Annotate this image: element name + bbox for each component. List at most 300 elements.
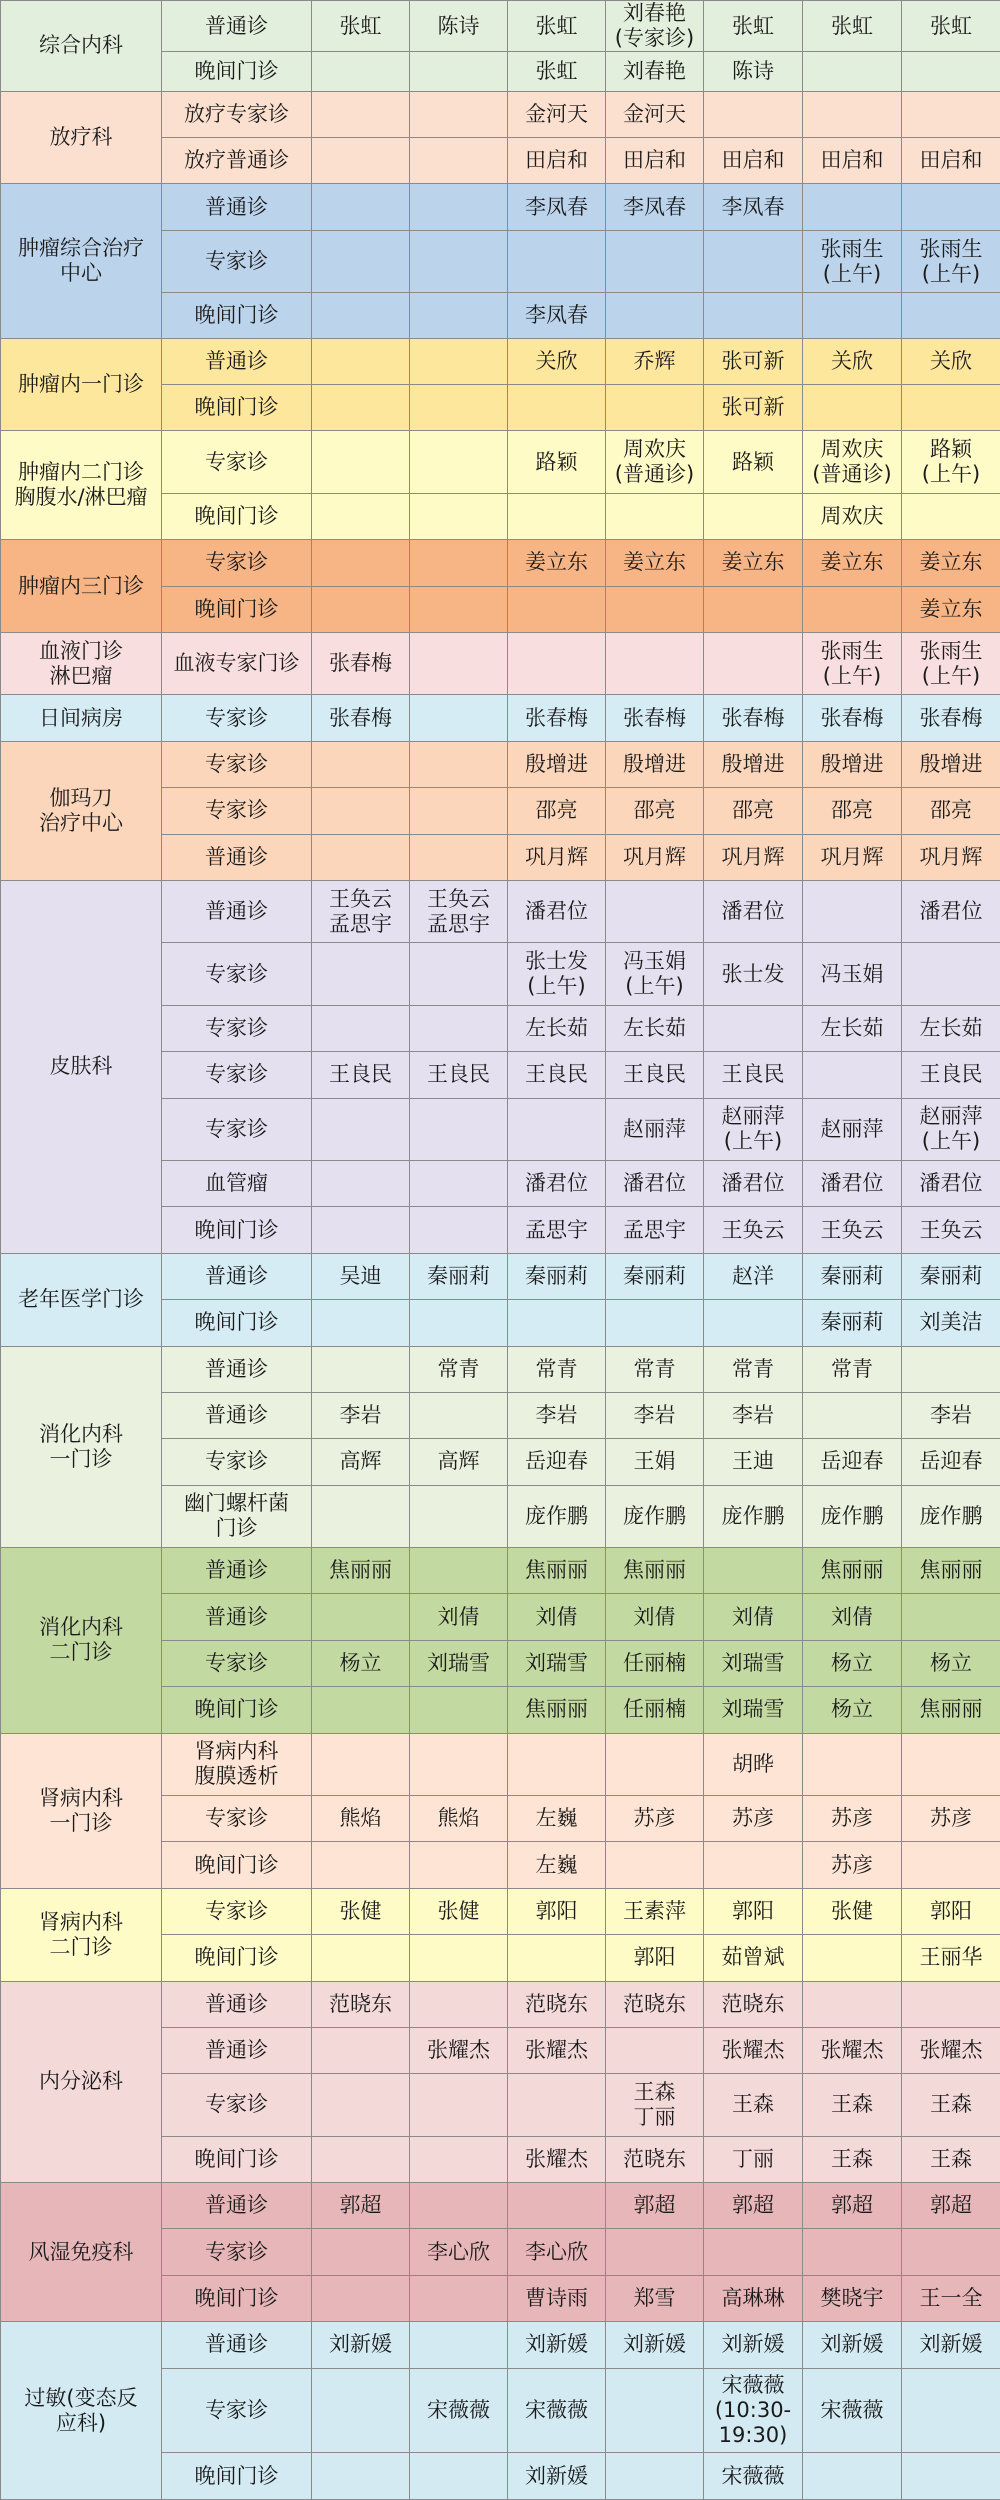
doctor-cell: 张春梅 [902, 695, 1000, 741]
doctor-cell: 郭超 [606, 2183, 704, 2229]
department-name: 血液门诊 淋巴瘤 [1, 632, 162, 695]
doctor-cell [704, 1300, 803, 1346]
clinic-type: 晚间门诊 [162, 493, 312, 539]
doctor-cell: 关欣 [508, 338, 606, 384]
clinic-type: 普通诊 [162, 834, 312, 880]
doctor-cell: 任丽楠 [606, 1640, 704, 1686]
doctor-cell [606, 2453, 704, 2500]
doctor-cell: 高琳琳 [704, 2275, 803, 2321]
doctor-cell: 任丽楠 [606, 1687, 704, 1733]
doctor-cell: 焦丽丽 [606, 1548, 704, 1594]
doctor-cell: 范晓东 [704, 1981, 803, 2027]
clinic-type: 幽门螺杆菌 门诊 [162, 1485, 312, 1548]
doctor-cell: 姜立东 [704, 540, 803, 586]
doctor-cell: 刘倩 [704, 1594, 803, 1640]
doctor-cell [606, 586, 704, 632]
doctor-cell: 杨立 [803, 1687, 902, 1733]
doctor-cell: 熊焰 [410, 1796, 508, 1842]
doctor-cell [508, 1733, 606, 1796]
doctor-cell [410, 1548, 508, 1594]
doctor-cell [803, 1052, 902, 1098]
doctor-cell: 陈诗 [410, 1, 508, 52]
department-name: 肿瘤内三门诊 [1, 540, 162, 633]
doctor-cell: 左长茹 [902, 1005, 1000, 1051]
clinic-type: 血液专家门诊 [162, 632, 312, 695]
doctor-cell: 张虹 [803, 1, 902, 52]
clinic-type: 晚间门诊 [162, 2453, 312, 2500]
doctor-cell [410, 2136, 508, 2182]
doctor-cell [902, 1346, 1000, 1392]
doctor-cell: 姜立东 [803, 540, 902, 586]
doctor-cell: 庞作鹏 [606, 1485, 704, 1548]
doctor-cell: 姜立东 [508, 540, 606, 586]
doctor-cell [606, 2368, 704, 2453]
doctor-cell [803, 91, 902, 137]
doctor-cell [312, 2027, 410, 2073]
doctor-cell [902, 52, 1000, 91]
doctor-cell [902, 1733, 1000, 1796]
doctor-cell: 张虹 [704, 1, 803, 52]
doctor-cell: 殷增进 [606, 741, 704, 787]
doctor-cell: 巩月辉 [508, 834, 606, 880]
doctor-cell: 吴迪 [312, 1253, 410, 1299]
doctor-cell [410, 1485, 508, 1548]
doctor-cell: 樊晓宇 [803, 2275, 902, 2321]
schedule-row [1, 2322, 1000, 2368]
doctor-cell: 张健 [312, 1888, 410, 1934]
clinic-type: 专家诊 [162, 1796, 312, 1842]
doctor-cell: 张可新 [704, 385, 803, 431]
doctor-cell: 宋薇薇 [803, 2368, 902, 2453]
doctor-cell: 郭阳 [508, 1888, 606, 1934]
department-name: 综合内科 [1, 1, 162, 92]
doctor-cell [312, 586, 410, 632]
doctor-cell: 张耀杰 [803, 2027, 902, 2073]
doctor-cell [704, 1842, 803, 1888]
doctor-cell [410, 385, 508, 431]
doctor-cell [410, 1935, 508, 1981]
clinic-type: 晚间门诊 [162, 2275, 312, 2321]
doctor-cell: 秦丽莉 [803, 1300, 902, 1346]
doctor-cell: 潘君位 [704, 1161, 803, 1207]
doctor-cell [606, 632, 704, 695]
doctor-cell: 邵亮 [902, 788, 1000, 834]
doctor-cell: 张春梅 [508, 695, 606, 741]
doctor-cell [803, 1733, 902, 1796]
doctor-cell: 范晓东 [606, 2136, 704, 2182]
doctor-cell: 王良民 [508, 1052, 606, 1098]
doctor-cell [312, 1207, 410, 1253]
doctor-cell: 庞作鹏 [508, 1485, 606, 1548]
doctor-cell: 张雨生 (上午) [803, 230, 902, 293]
doctor-cell [312, 2368, 410, 2453]
doctor-cell: 左巍 [508, 1842, 606, 1888]
doctor-cell [312, 431, 410, 494]
doctor-cell: 田启和 [902, 138, 1000, 184]
doctor-cell: 王一全 [902, 2275, 1000, 2321]
doctor-cell: 李岩 [704, 1392, 803, 1438]
doctor-cell: 周欢庆 (普通诊) [803, 431, 902, 494]
doctor-cell: 苏彦 [803, 1796, 902, 1842]
doctor-cell [410, 2453, 508, 2500]
doctor-cell: 刘瑞雪 [704, 1640, 803, 1686]
doctor-cell [410, 1392, 508, 1438]
clinic-type: 普通诊 [162, 1981, 312, 2027]
doctor-cell [902, 1981, 1000, 2027]
doctor-cell: 陈诗 [704, 52, 803, 91]
doctor-cell: 王素萍 [606, 1888, 704, 1934]
doctor-cell: 庞作鹏 [704, 1485, 803, 1548]
department-name: 日间病房 [1, 695, 162, 741]
clinic-type: 专家诊 [162, 2074, 312, 2137]
department-name: 风湿免疫科 [1, 2183, 162, 2322]
doctor-cell: 苏彦 [704, 1796, 803, 1842]
doctor-cell [410, 91, 508, 137]
doctor-cell: 巩月辉 [803, 834, 902, 880]
doctor-cell [410, 1300, 508, 1346]
doctor-cell [902, 493, 1000, 539]
doctor-cell: 高辉 [312, 1439, 410, 1485]
schedule-row [1, 880, 1000, 943]
doctor-cell [410, 1981, 508, 2027]
doctor-cell [312, 943, 410, 1006]
schedule-row [1, 1, 1000, 52]
clinic-type: 血管瘤 [162, 1161, 312, 1207]
doctor-cell [312, 2136, 410, 2182]
doctor-cell [312, 338, 410, 384]
doctor-cell [606, 1300, 704, 1346]
doctor-cell: 王娟 [606, 1439, 704, 1485]
doctor-cell: 刘新媛 [312, 2322, 410, 2368]
doctor-cell: 王森 [704, 2074, 803, 2137]
doctor-cell: 王森 [803, 2074, 902, 2137]
doctor-cell: 左长茹 [508, 1005, 606, 1051]
doctor-cell [312, 741, 410, 787]
doctor-cell [410, 493, 508, 539]
doctor-cell: 茹曾斌 [704, 1935, 803, 1981]
doctor-cell: 姜立东 [902, 586, 1000, 632]
doctor-cell: 李凤春 [606, 184, 704, 230]
doctor-cell: 潘君位 [704, 880, 803, 943]
clinic-type: 专家诊 [162, 741, 312, 787]
clinic-type: 普通诊 [162, 880, 312, 943]
doctor-cell: 张春梅 [704, 695, 803, 741]
clinic-type: 专家诊 [162, 2229, 312, 2275]
doctor-cell [704, 91, 803, 137]
doctor-cell: 常青 [803, 1346, 902, 1392]
doctor-cell [410, 943, 508, 1006]
doctor-cell: 田启和 [803, 138, 902, 184]
doctor-cell [312, 184, 410, 230]
doctor-cell [410, 2074, 508, 2137]
clinic-type: 普通诊 [162, 338, 312, 384]
clinic-type: 专家诊 [162, 431, 312, 494]
clinic-type: 普通诊 [162, 1594, 312, 1640]
doctor-cell: 李凤春 [508, 293, 606, 338]
doctor-cell: 王良民 [312, 1052, 410, 1098]
doctor-cell [410, 230, 508, 293]
doctor-cell [410, 586, 508, 632]
doctor-cell: 王奂云 孟思宇 [312, 880, 410, 943]
schedule-row [1, 1253, 1000, 1299]
doctor-cell [312, 2275, 410, 2321]
schedule-row [1, 184, 1000, 230]
doctor-cell: 潘君位 [508, 1161, 606, 1207]
doctor-cell: 郭阳 [704, 1888, 803, 1934]
doctor-cell [312, 2453, 410, 2500]
clinic-type: 晚间门诊 [162, 52, 312, 91]
doctor-cell [508, 230, 606, 293]
clinic-type: 晚间门诊 [162, 1687, 312, 1733]
doctor-cell: 焦丽丽 [902, 1687, 1000, 1733]
doctor-cell: 路颖 (上午) [902, 431, 1000, 494]
doctor-cell [312, 91, 410, 137]
doctor-cell: 李凤春 [508, 184, 606, 230]
clinic-type: 晚间门诊 [162, 293, 312, 338]
doctor-cell: 宋薇薇 [410, 2368, 508, 2453]
clinic-type: 晚间门诊 [162, 586, 312, 632]
doctor-cell: 焦丽丽 [508, 1548, 606, 1594]
doctor-cell [606, 1733, 704, 1796]
doctor-cell: 杨立 [803, 1640, 902, 1686]
doctor-cell: 王森 [902, 2074, 1000, 2137]
doctor-cell: 焦丽丽 [803, 1548, 902, 1594]
doctor-cell: 赵洋 [704, 1253, 803, 1299]
doctor-cell: 李心欣 [508, 2229, 606, 2275]
clinic-type: 专家诊 [162, 788, 312, 834]
doctor-cell: 赵丽萍 [803, 1098, 902, 1161]
clinic-type: 专家诊 [162, 1005, 312, 1051]
doctor-cell: 焦丽丽 [508, 1687, 606, 1733]
doctor-cell [902, 91, 1000, 137]
doctor-cell: 范晓东 [606, 1981, 704, 2027]
doctor-cell: 张士发 (上午) [508, 943, 606, 1006]
doctor-cell [508, 1300, 606, 1346]
doctor-cell [508, 2183, 606, 2229]
doctor-cell: 庞作鹏 [803, 1485, 902, 1548]
doctor-cell: 王良民 [606, 1052, 704, 1098]
doctor-cell: 邵亮 [704, 788, 803, 834]
doctor-cell: 刘瑞雪 [410, 1640, 508, 1686]
doctor-cell [902, 184, 1000, 230]
doctor-cell [803, 1935, 902, 1981]
doctor-cell: 赵丽萍 (上午) [902, 1098, 1000, 1161]
doctor-cell: 郭阳 [606, 1935, 704, 1981]
doctor-cell: 张虹 [508, 52, 606, 91]
doctor-cell [410, 431, 508, 494]
doctor-cell [704, 293, 803, 338]
doctor-cell: 秦丽莉 [606, 1253, 704, 1299]
doctor-cell: 刘瑞雪 [704, 1687, 803, 1733]
doctor-cell: 秦丽莉 [902, 1253, 1000, 1299]
doctor-cell [606, 230, 704, 293]
doctor-cell: 金河天 [606, 91, 704, 137]
doctor-cell: 李岩 [312, 1392, 410, 1438]
doctor-cell: 张耀杰 [508, 2027, 606, 2073]
doctor-cell: 李岩 [508, 1392, 606, 1438]
department-name: 肿瘤内二门诊 胸腹水/淋巴瘤 [1, 431, 162, 540]
doctor-cell [803, 880, 902, 943]
clinic-type: 专家诊 [162, 1439, 312, 1485]
clinic-type: 放疗普通诊 [162, 138, 312, 184]
doctor-cell: 刘春艳 [606, 52, 704, 91]
doctor-cell [410, 1098, 508, 1161]
doctor-cell: 潘君位 [606, 1161, 704, 1207]
doctor-cell: 赵丽萍 (上午) [704, 1098, 803, 1161]
doctor-cell [312, 1346, 410, 1392]
doctor-cell: 宋薇薇 [704, 2453, 803, 2500]
doctor-cell: 刘新媛 [508, 2322, 606, 2368]
clinic-type: 晚间门诊 [162, 1300, 312, 1346]
doctor-cell [312, 493, 410, 539]
doctor-cell [410, 138, 508, 184]
doctor-cell [902, 293, 1000, 338]
doctor-cell: 曹诗雨 [508, 2275, 606, 2321]
doctor-cell: 王良民 [902, 1052, 1000, 1098]
doctor-cell: 关欣 [803, 338, 902, 384]
doctor-cell [410, 1687, 508, 1733]
doctor-cell [803, 293, 902, 338]
doctor-cell [606, 880, 704, 943]
doctor-cell: 巩月辉 [902, 834, 1000, 880]
doctor-cell: 左巍 [508, 1796, 606, 1842]
doctor-cell: 路颖 [508, 431, 606, 494]
doctor-cell: 张耀杰 [508, 2136, 606, 2182]
doctor-cell: 周欢庆 (普通诊) [606, 431, 704, 494]
doctor-cell [312, 1485, 410, 1548]
doctor-cell [803, 2229, 902, 2275]
doctor-cell [312, 230, 410, 293]
doctor-cell [902, 2368, 1000, 2453]
clinic-type: 专家诊 [162, 540, 312, 586]
schedule-row [1, 1548, 1000, 1594]
doctor-cell: 常青 [606, 1346, 704, 1392]
doctor-cell: 王迪 [704, 1439, 803, 1485]
schedule-row [1, 1888, 1000, 1934]
clinic-type: 专家诊 [162, 1640, 312, 1686]
clinic-type: 晚间门诊 [162, 1935, 312, 1981]
department-name: 过敏(变态反 应科) [1, 2322, 162, 2500]
doctor-cell [508, 2074, 606, 2137]
doctor-cell [312, 2074, 410, 2137]
clinic-type: 专家诊 [162, 1098, 312, 1161]
doctor-cell: 岳迎春 [902, 1439, 1000, 1485]
clinic-type: 放疗专家诊 [162, 91, 312, 137]
doctor-cell: 范晓东 [508, 1981, 606, 2027]
doctor-cell: 熊焰 [312, 1796, 410, 1842]
doctor-cell: 高辉 [410, 1439, 508, 1485]
doctor-cell: 张士发 [704, 943, 803, 1006]
doctor-cell [803, 1392, 902, 1438]
doctor-cell: 刘倩 [606, 1594, 704, 1640]
doctor-cell [508, 1935, 606, 1981]
clinic-type: 普通诊 [162, 2183, 312, 2229]
doctor-cell: 张耀杰 [902, 2027, 1000, 2073]
doctor-cell: 邵亮 [803, 788, 902, 834]
clinic-type: 普通诊 [162, 1253, 312, 1299]
doctor-cell [704, 586, 803, 632]
doctor-cell [508, 586, 606, 632]
doctor-cell: 潘君位 [902, 1161, 1000, 1207]
doctor-cell [312, 1300, 410, 1346]
schedule-row [1, 741, 1000, 787]
doctor-cell: 李凤春 [704, 184, 803, 230]
doctor-cell: 巩月辉 [606, 834, 704, 880]
doctor-cell: 王森 [902, 2136, 1000, 2182]
doctor-cell: 刘新媛 [606, 2322, 704, 2368]
doctor-cell: 潘君位 [902, 880, 1000, 943]
doctor-cell: 张耀杰 [704, 2027, 803, 2073]
doctor-cell: 殷增进 [902, 741, 1000, 787]
doctor-cell: 郭超 [803, 2183, 902, 2229]
doctor-cell [410, 52, 508, 91]
doctor-cell [902, 2453, 1000, 2500]
department-name: 消化内科 二门诊 [1, 1548, 162, 1733]
department-name: 皮肤科 [1, 880, 162, 1253]
doctor-cell: 秦丽莉 [410, 1253, 508, 1299]
doctor-cell [410, 540, 508, 586]
doctor-cell: 左长茹 [803, 1005, 902, 1051]
doctor-cell: 李心欣 [410, 2229, 508, 2275]
doctor-cell: 张耀杰 [410, 2027, 508, 2073]
schedule-row [1, 338, 1000, 384]
doctor-cell: 张春梅 [803, 695, 902, 741]
doctor-cell: 张健 [803, 1888, 902, 1934]
doctor-cell [410, 2275, 508, 2321]
schedule-row [1, 540, 1000, 586]
doctor-cell: 张健 [410, 1888, 508, 1934]
doctor-cell: 潘君位 [803, 1161, 902, 1207]
doctor-cell: 田启和 [508, 138, 606, 184]
doctor-cell [803, 385, 902, 431]
doctor-cell: 张雨生 (上午) [902, 632, 1000, 695]
clinic-type: 晚间门诊 [162, 2136, 312, 2182]
clinic-type: 肾病内科 腹膜透析 [162, 1733, 312, 1796]
schedule-row [1, 2183, 1000, 2229]
doctor-cell: 金河天 [508, 91, 606, 137]
doctor-cell [606, 493, 704, 539]
department-name: 内分泌科 [1, 1981, 162, 2183]
doctor-cell: 苏彦 [803, 1842, 902, 1888]
doctor-cell [410, 695, 508, 741]
doctor-cell: 张可新 [704, 338, 803, 384]
doctor-cell [704, 493, 803, 539]
clinic-type: 普通诊 [162, 1392, 312, 1438]
doctor-cell [410, 834, 508, 880]
clinic-type: 晚间门诊 [162, 1842, 312, 1888]
clinic-type: 专家诊 [162, 2368, 312, 2453]
doctor-cell: 王奂云 [803, 1207, 902, 1253]
doctor-cell: 刘新媛 [803, 2322, 902, 2368]
doctor-cell [312, 385, 410, 431]
doctor-cell: 李岩 [606, 1392, 704, 1438]
doctor-cell: 杨立 [312, 1640, 410, 1686]
doctor-cell: 常青 [508, 1346, 606, 1392]
doctor-cell: 刘新媛 [508, 2453, 606, 2500]
doctor-cell: 关欣 [902, 338, 1000, 384]
clinic-type: 普通诊 [162, 1346, 312, 1392]
doctor-cell [606, 293, 704, 338]
doctor-cell: 郑雪 [606, 2275, 704, 2321]
doctor-cell: 邵亮 [606, 788, 704, 834]
doctor-cell: 王奂云 孟思宇 [410, 880, 508, 943]
doctor-cell [508, 385, 606, 431]
doctor-cell: 常青 [704, 1346, 803, 1392]
doctor-cell: 冯玉娟 (上午) [606, 943, 704, 1006]
doctor-cell: 胡晔 [704, 1733, 803, 1796]
doctor-cell: 焦丽丽 [902, 1548, 1000, 1594]
doctor-cell [704, 230, 803, 293]
